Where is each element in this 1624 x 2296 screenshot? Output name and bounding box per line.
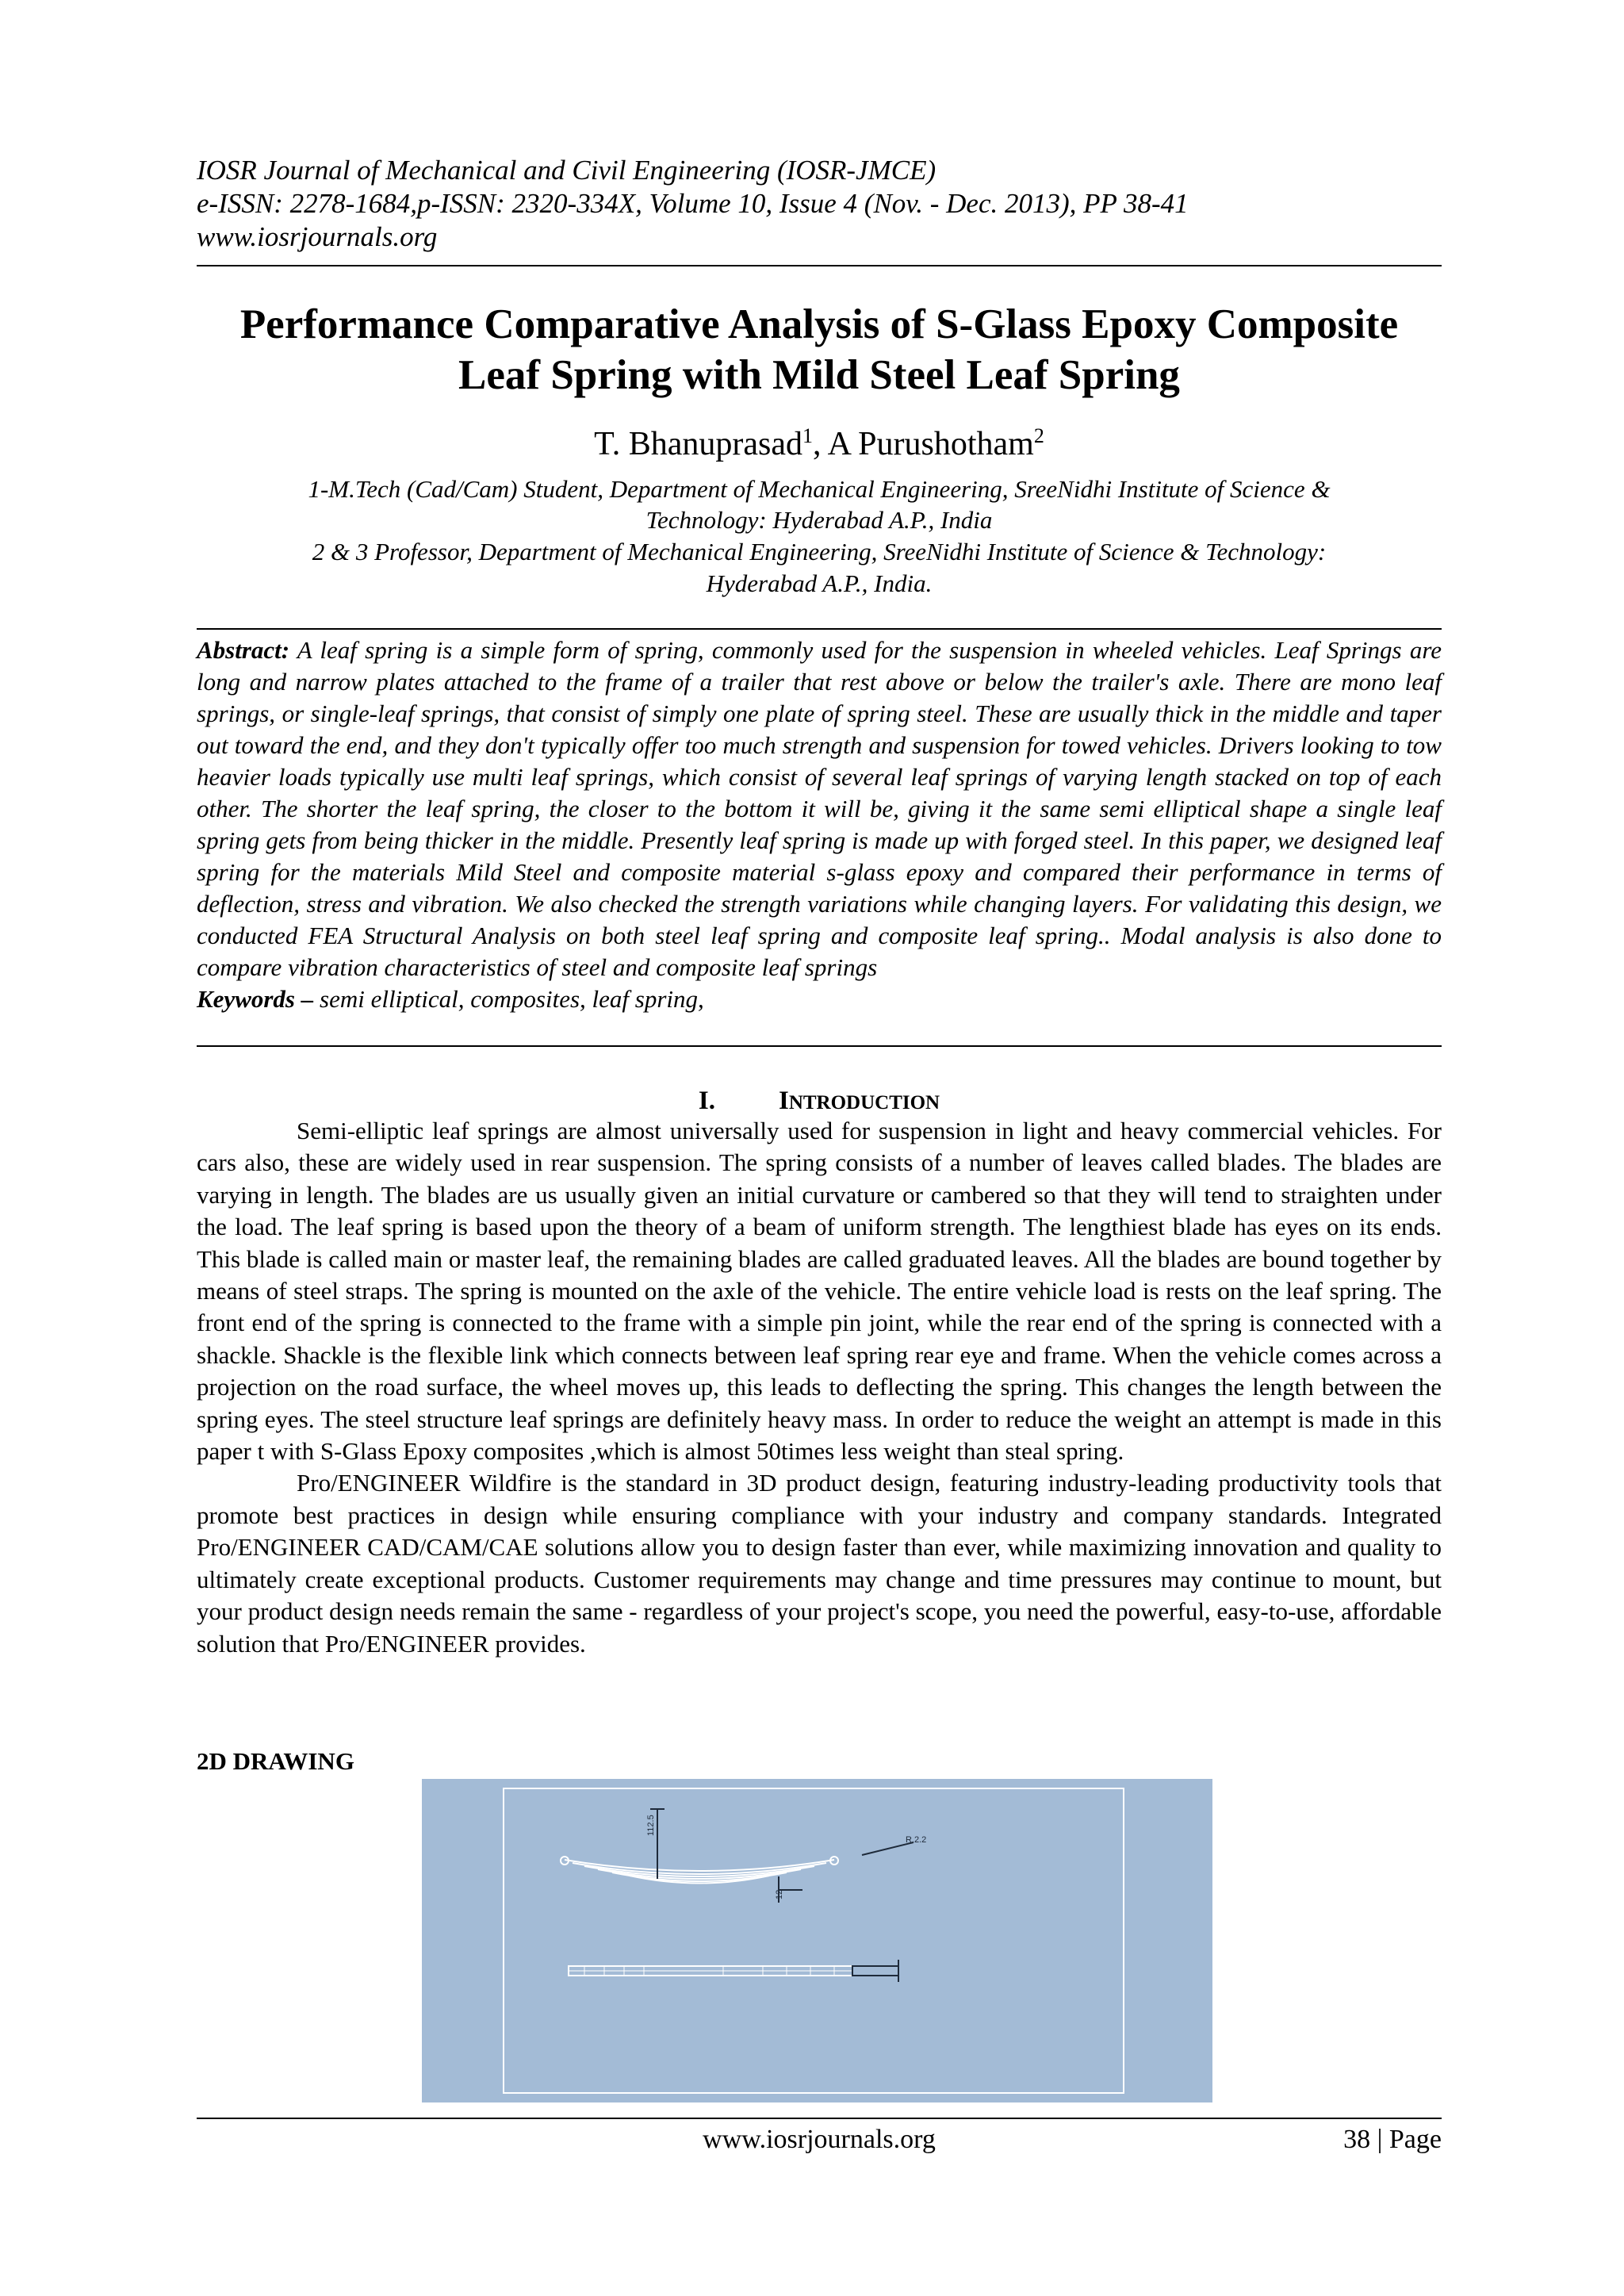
footer-url: www.iosrjournals.org [703,2125,936,2154]
svg-text:112.5: 112.5 [646,1815,656,1836]
author-1: T. Bhanuprasad [594,426,802,462]
leaf-spring-side-view [561,1857,838,1884]
issn-line: e-ISSN: 2278-1684,p-ISSN: 2320-334X, Volume 10, Issue 4 (Nov. - Dec. 2013), PP 38-41 [197,188,1189,219]
footer-rule [197,2118,1442,2119]
author-line [197,424,1442,464]
dimension-labels [646,1815,926,1899]
affiliation-1-line-1: 1-M.Tech (Cad/Cam) Student, Department of Mechanical Engineering, SreeNidhi Institute of Science & [308,475,1331,503]
svg-text:R.2.2: R.2.2 [906,1835,927,1845]
dimension-marks [650,1809,914,1903]
keywords-text: semi elliptical, composites, leaf spring, [313,985,704,1013]
drawing-svg [422,1779,1212,2102]
svg-text:12: 12 [775,1889,784,1899]
affiliation-2-line-1: 2 & 3 Professor, Department of Mechanical Engineering, SreeNidhi Institute of Science & Technology: [312,538,1327,565]
drawing-frame [504,1788,1124,2093]
abstract-text: A leaf spring is a simple form of spring, commonly used for the suspension in wheeled vehicles. Leaf Springs are long and narrow plates attached to the frame of a trailer that rest above or below the trailer's axle. There are mono leaf springs, or single-leaf springs, that consist of simply one plate of spring steel. These are usually thick in the middle and taper out toward the end, and they don't typically offer too much strength and suspension for towed vehicles. Drivers looking to tow heavier loads typically use multi leaf springs, which consist of several leaf springs of varying length stacked on top of each other. The shorter the leaf spring, the closer to the bottom it will be, giving it the same semi elliptical shape a single leaf spring gets from being thicker in the middle. Presently leaf spring is made up with forged steel. In this paper, we designed leaf spring for the materials Mild Steel and composite material s-glass epoxy and compared their performance in terms of deflection, stress and vibration. We also checked the strength variations while changing layers. For validating this design, we conducted FEA Structural Analysis on both steel leaf spring and composite leaf spring.. Modal analysis is also done to compare vibration characteristics of steel and composite leaf springs [197,636,1442,981]
affiliation-1-line-2: Technology: Hyderabad A.P., India [645,506,993,534]
paper-title [182,299,1456,401]
section-number: I. [698,1087,715,1115]
section-heading-introduction [197,1085,1442,1119]
page-number: 38 | Page [1343,2125,1442,2154]
section-title-initial: I [778,1087,789,1115]
section-title-rest: NTRODUCTION [788,1092,940,1114]
title-line-2: Leaf Spring with Mild Steel Leaf Spring [458,352,1180,398]
journal-header [197,154,1442,254]
affiliation-2-line-2: Hyderabad A.P., India. [706,569,933,597]
drawing-figure [422,1779,1212,2102]
title-line-1: Performance Comparative Analysis of S-Glass Epoxy Composite [239,301,1399,347]
author-2-sup: 2 [1033,424,1044,447]
intro-paragraph-2: Pro/ENGINEER Wildfire is the standard in 3D product design, featuring industry-leading productivity tools that promote best practices in design while ensuring compliance with your industry and company standards. Integrated Pro/ENGINEER CAD/CAM/CAE solutions allow you to design faster than ever, while maximizing innovation and quality to ultimately create exceptional products. Customer requirements may change and time pressures may continue to mount, but your product design needs remain the same - regardless of your project's scope, you need the powerful, easy-to-use, affordable solution that Pro/ENGINEER provides. [197,1469,1442,1658]
introduction-body [197,1115,1442,1660]
author-1-sup: 1 [802,424,813,447]
keywords-label: Keywords – [197,985,314,1013]
abstract-bottom-rule [197,1045,1442,1047]
author-2: A Purushotham [827,426,1034,462]
abstract [197,634,1442,1015]
author-separator: , [812,426,828,462]
journal-name: IOSR Journal of Mechanical and Civil Engineering (IOSR-JMCE) [197,155,936,186]
leaf-spring-top-view [569,1960,898,1982]
intro-paragraph-1: Semi-elliptic leaf springs are almost universally used for suspension in light and heavy commercial vehicles. For cars also, these are widely used in rear suspension. The spring consists of a number of leaves called blades. The blades are varying in length. The blades are us usually given an initial curvature or cambered so that they will tend to straighten under the load. The leaf spring is based upon the theory of a beam of uniform strength. The lengthiest blade has eyes on its ends. This blade is called main or master leaf, the remaining blades are called graduated leaves. All the blades are bound together by means of steel straps. The spring is mounted on the axle of the vehicle. The entire vehicle load is rests on the leaf spring. The front end of the spring is connected to the frame with a simple pin joint, while the rear end of the spring is connected with a shackle. Shackle is the flexible link which connects between leaf spring rear eye and frame. When the vehicle comes across a projection on the road surface, the wheel moves up, this leads to deflecting the spring. This changes the length between the spring eyes. The steel structure leaf springs are definitely heavy mass. In order to reduce the weight an attempt is made in this paper t with S-Glass Epoxy composites ,which is almost 50times less weight than steal spring. [197,1117,1442,1466]
abstract-top-rule [197,628,1442,630]
abstract-label: Abstract: [197,636,290,664]
header-rule [197,265,1442,266]
drawing-heading: 2D DRAWING [197,1747,354,1775]
journal-website: www.iosrjournals.org [197,221,438,252]
